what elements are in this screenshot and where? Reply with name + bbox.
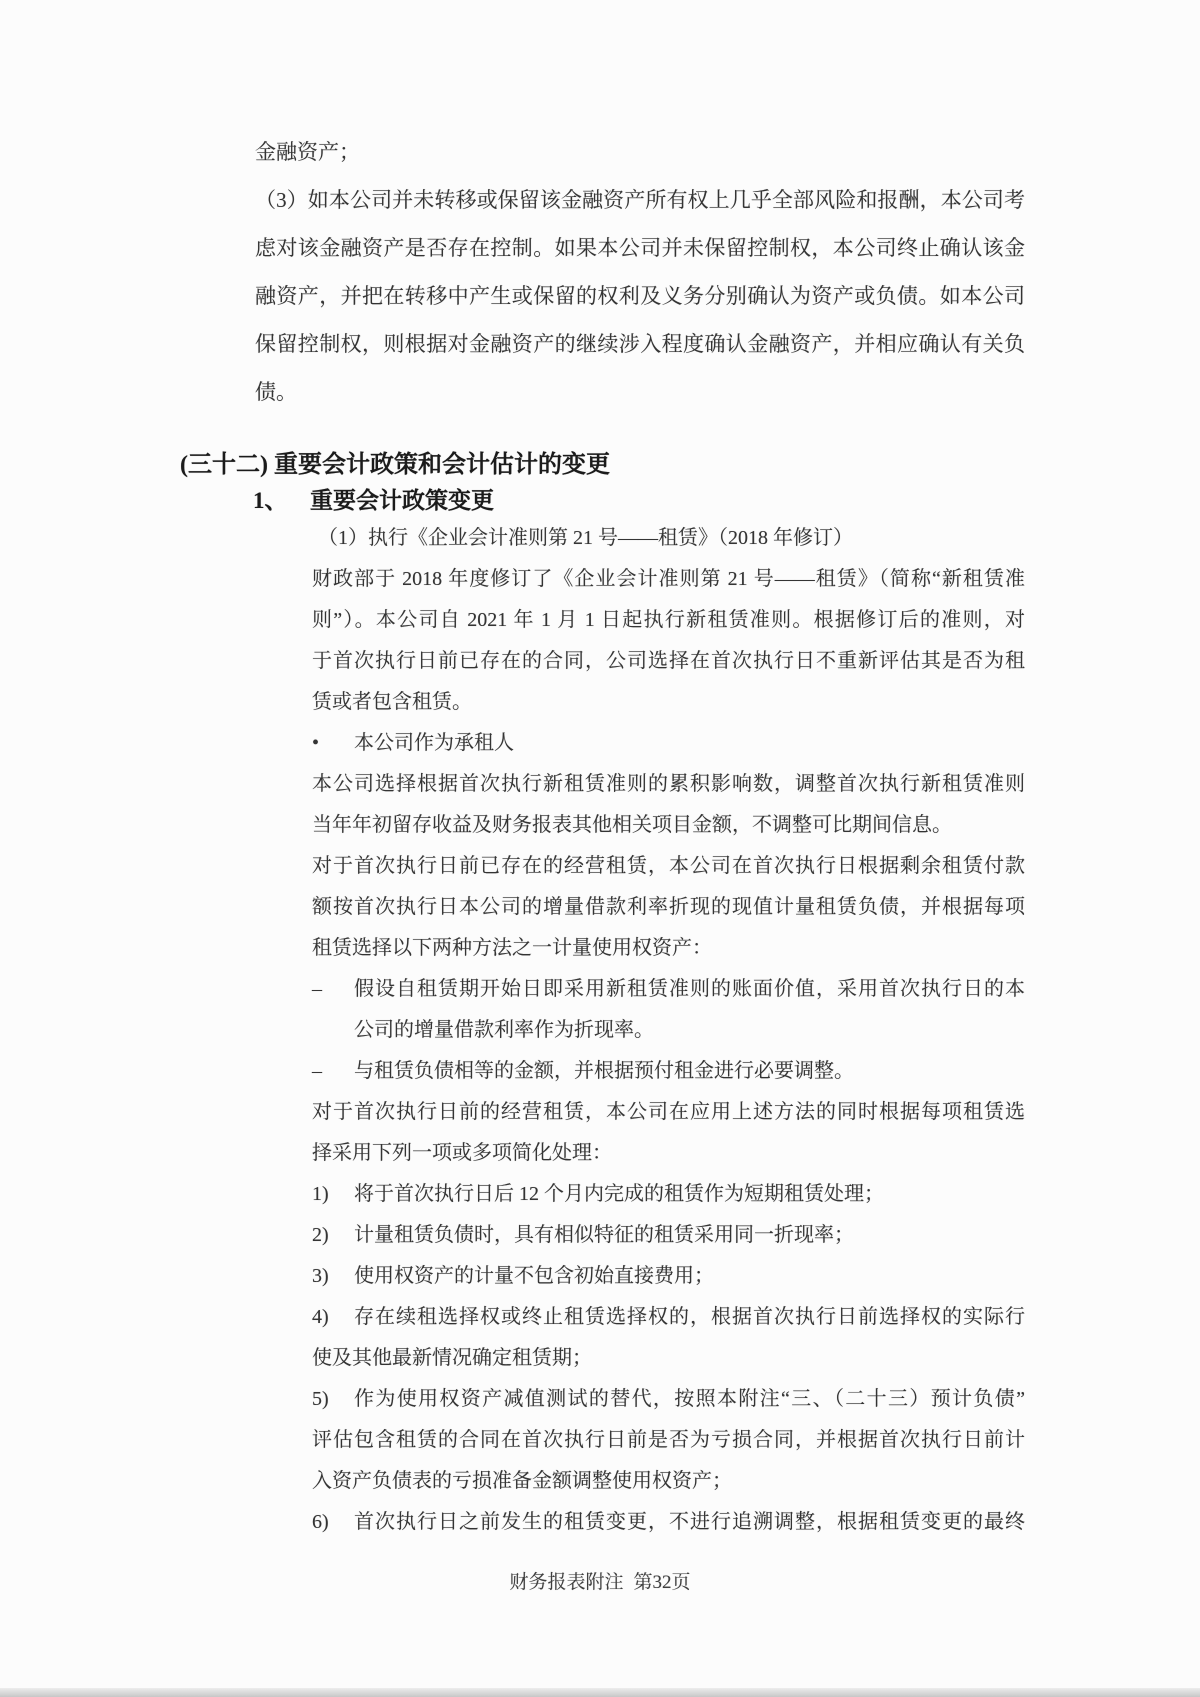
numbered-item-text: 将于首次执行日后 12 个月内完成的租赁作为短期租赁处理； [354,1183,884,1205]
text-line: （3）如本公司并未转移或保留该金融资产所有权上几乎全部风险和报酬，本公司考 [255,188,1025,212]
footer-page-number: 第32页 [633,1572,691,1593]
numbered-item [312,1256,1025,1297]
bullet-icon: • [312,732,320,754]
text-line: 租赁选择以下两种方法之一计量使用权资产： [312,937,712,959]
text-line: 对于首次执行日前的经营租赁，本公司在应用上述方法的同时根据每项租赁选 [312,1101,1025,1123]
bullet-item [312,723,1025,764]
numbered-item [312,1502,1025,1543]
numbered-item-text: 存在续租选择权或终止租赁选择权的，根据首次执行日前选择权的实际行 [354,1306,1025,1328]
dash-marker: – [312,1060,322,1082]
bullet-item-label: 本公司作为承租人 [354,732,514,754]
text-line: 则”）。本公司自 2021 年 1 月 1 日起执行新租赁准则。根据修订后的准则，对 [312,609,1025,631]
dash-item [312,969,1025,1010]
text-line: 当年年初留存收益及财务报表其他相关项目金额，不调整可比期间信息。 [312,814,952,836]
text-line: 公司的增量借款利率作为折现率。 [354,1019,654,1041]
text-line: 赁或者包含租赁。 [312,691,472,713]
dash-item [312,1051,1025,1092]
text-line: 评估包含租赁的合同在首次执行日前是否为亏损合同，并根据首次执行日前计 [312,1429,1025,1451]
numbered-item-text: 首次执行日之前发生的租赁变更，不进行追溯调整，根据租赁变更的最终 [354,1511,1025,1533]
text-line: 额按首次执行日本公司的增量借款利率折现的现值计量租赁负债，并根据每项 [312,896,1025,918]
numbered-item [312,1297,1025,1338]
dash-item-text: 假设自租赁期开始日即采用新租赁准则的账面价值，采用首次执行日的本 [354,978,1025,1000]
text-line: 使及其他最新情况确定租赁期； [312,1347,592,1369]
item-number: 1) [312,1183,329,1205]
numbered-item [312,1379,1025,1420]
numbered-item-text: 作为使用权资产减值测试的替代，按照本附注“三、（二十三）预计负债” [354,1388,1025,1410]
previous-section-paragraph [255,128,1025,416]
page-footer [0,1570,1200,1596]
item-number: 4) [312,1306,329,1328]
text-line: 本公司选择根据首次执行新租赁准则的累积影响数，调整首次执行新租赁准则 [312,773,1025,795]
text-line: 对于首次执行日前已存在的经营租赁，本公司在首次执行日根据剩余租赁付款 [312,855,1025,877]
text-line: 入资产负债表的亏损准备金额调整使用权资产； [312,1470,732,1492]
subsection-title: 重要会计政策变更 [310,488,494,513]
footer-note-label: 财务报表附注 [509,1572,624,1593]
text-line: （1）执行《企业会计准则第 21 号——租赁》（2018 年修订） [318,527,853,549]
numbered-item-text: 计量租赁负债时，具有相似特征的租赁采用同一折现率； [354,1224,854,1246]
numbered-item [312,1174,1025,1215]
subsection-number: 1、 [253,488,288,513]
subsection-heading [253,484,494,518]
item-number: 5) [312,1388,329,1410]
text-line: 虑对该金融资产是否存在控制。如果本公司并未保留控制权，本公司终止确认该金 [255,236,1025,260]
item-number: 2) [312,1224,329,1246]
dash-marker: – [312,978,322,1000]
text-line: 于首次执行日前已存在的合同，公司选择在首次执行日不重新评估其是否为租 [312,650,1025,672]
text-line: 债。 [255,380,297,404]
text-line: 金融资产； [255,140,360,164]
item-number: 3) [312,1265,329,1287]
text-line: 财政部于 2018 年度修订了《企业会计准则第 21 号——租赁》（简称“新租赁准 [312,568,1025,590]
text-line: 融资产，并把在转移中产生或保留的权利及义务分别确认为资产或负债。如本公司 [255,284,1025,308]
section-heading: (三十二) 重要会计政策和会计估计的变更 [180,452,610,478]
text-line: 择采用下列一项或多项简化处理： [312,1142,612,1164]
scan-edge-artifact [0,1688,1200,1697]
numbered-item-text: 使用权资产的计量不包含初始直接费用； [354,1265,714,1287]
text-line: 保留控制权，则根据对金融资产的继续涉入程度确认金融资产，并相应确认有关负 [255,332,1025,356]
item-number: 6) [312,1511,329,1533]
policy-change-content [312,518,1025,1543]
dash-item-text: 与租赁负债相等的金额，并根据预付租金进行必要调整。 [354,1060,854,1082]
numbered-item [312,1215,1025,1256]
